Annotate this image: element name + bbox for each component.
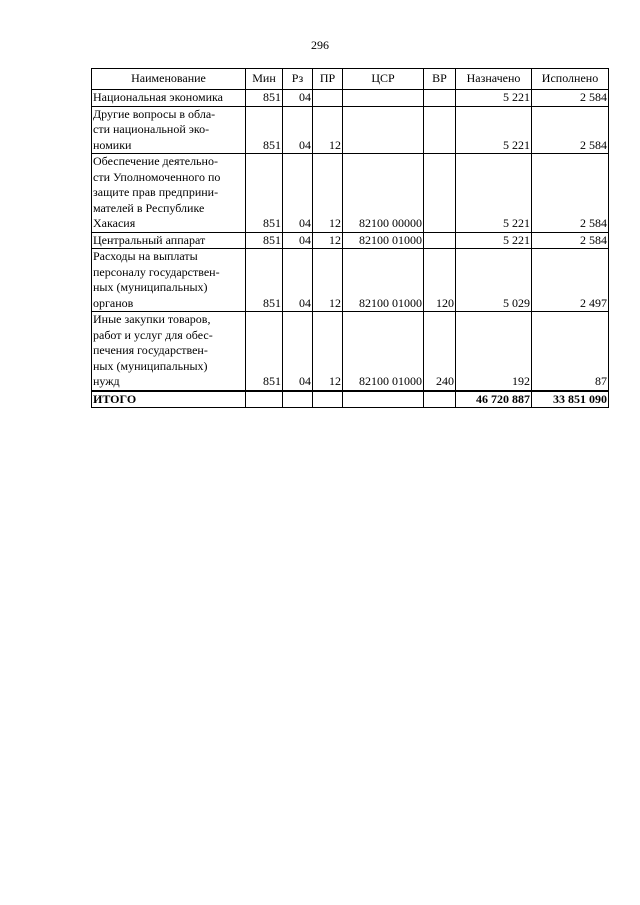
row-min: 851 [246,249,283,312]
row-name-line: Хакасия [93,216,136,230]
header-vr: ВР [424,69,456,90]
row-name-line: Центральный аппарат [93,232,206,247]
row-name-line: Другие вопросы в обла- [93,106,216,121]
table-row [92,154,609,233]
row-name-line: печения государствен- [93,343,208,357]
row-name-line: персоналу государствен- [93,264,220,279]
row-pr: 12 [313,232,343,249]
row-name-line: сти национальной эко- [93,122,210,136]
row-executed: 2 497 [532,249,609,312]
row-name [92,106,246,154]
row-rz: 04 [283,312,313,391]
table-body [92,90,609,408]
row-assigned: 5 221 [456,154,532,233]
row-name-line: органов [93,295,134,310]
row-name [92,232,246,249]
table-row [92,106,609,154]
row-name-line: мателей в Республике [93,200,205,215]
row-name-line: Расходы на выплаты [93,249,198,263]
row-min: 851 [246,106,283,154]
header-min: Мин [246,69,283,90]
row-name [92,249,246,312]
row-name-line: ных (муниципальных) [93,358,208,373]
row-csr: 82100 01000 [343,232,424,249]
row-name-line: номики [93,137,132,152]
total-rz [283,391,313,408]
row-csr: 82100 01000 [343,249,424,312]
row-name-line: защите прав предприни- [93,185,219,199]
total-label: ИТОГО [92,391,246,408]
total-row [92,391,609,408]
row-rz: 04 [283,232,313,249]
page-number: 296 [311,38,329,52]
row-vr [424,232,456,249]
row-assigned: 5 221 [456,232,532,249]
row-rz: 04 [283,106,313,154]
row-assigned: 192 [456,312,532,391]
row-vr: 120 [424,249,456,312]
row-pr [313,90,343,107]
row-csr [343,106,424,154]
row-rz: 04 [283,90,313,107]
row-assigned: 5 221 [456,106,532,154]
row-csr: 82100 01000 [343,312,424,391]
total-csr [343,391,424,408]
row-executed: 2 584 [532,90,609,107]
row-executed: 2 584 [532,106,609,154]
row-name [92,312,246,391]
table-header-row [92,69,609,90]
total-vr [424,391,456,408]
row-min: 851 [246,232,283,249]
row-vr [424,90,456,107]
header-csr: ЦСР [343,69,424,90]
row-pr: 12 [313,249,343,312]
row-min: 851 [246,90,283,107]
header-assigned: Назначено [456,69,532,90]
row-name-line: работ и услуг для обес- [93,327,213,342]
row-executed: 2 584 [532,154,609,233]
row-name-line: Национальная экономика [93,90,223,104]
row-vr: 240 [424,312,456,391]
row-csr: 82100 00000 [343,154,424,233]
row-rz: 04 [283,249,313,312]
row-pr: 12 [313,312,343,391]
table-row [92,90,609,107]
row-executed: 87 [532,312,609,391]
row-csr [343,90,424,107]
row-pr: 12 [313,106,343,154]
total-pr [313,391,343,408]
row-pr: 12 [313,154,343,233]
total-executed: 33 851 090 [532,391,609,408]
row-name [92,154,246,233]
header-name: Наименование [92,69,246,90]
row-name-line: Иные закупки товаров, [93,312,211,326]
row-name [92,90,246,107]
table-row [92,249,609,312]
row-name-line: сти Уполномоченного по [93,169,221,184]
row-assigned: 5 029 [456,249,532,312]
header-pr: ПР [313,69,343,90]
budget-table [91,68,609,408]
header-rz: Рз [283,69,313,90]
total-assigned: 46 720 887 [456,391,532,408]
total-min [246,391,283,408]
row-executed: 2 584 [532,232,609,249]
row-vr [424,106,456,154]
row-rz: 04 [283,154,313,233]
row-min: 851 [246,312,283,391]
row-name-line: Обеспечение деятельно- [93,154,218,168]
row-min: 851 [246,154,283,233]
table-row [92,232,609,249]
header-executed: Исполнено [532,69,609,90]
table-row [92,312,609,391]
row-vr [424,154,456,233]
row-assigned: 5 221 [456,90,532,107]
row-name-line: нужд [93,374,120,388]
row-name-line: ных (муниципальных) [93,280,208,294]
